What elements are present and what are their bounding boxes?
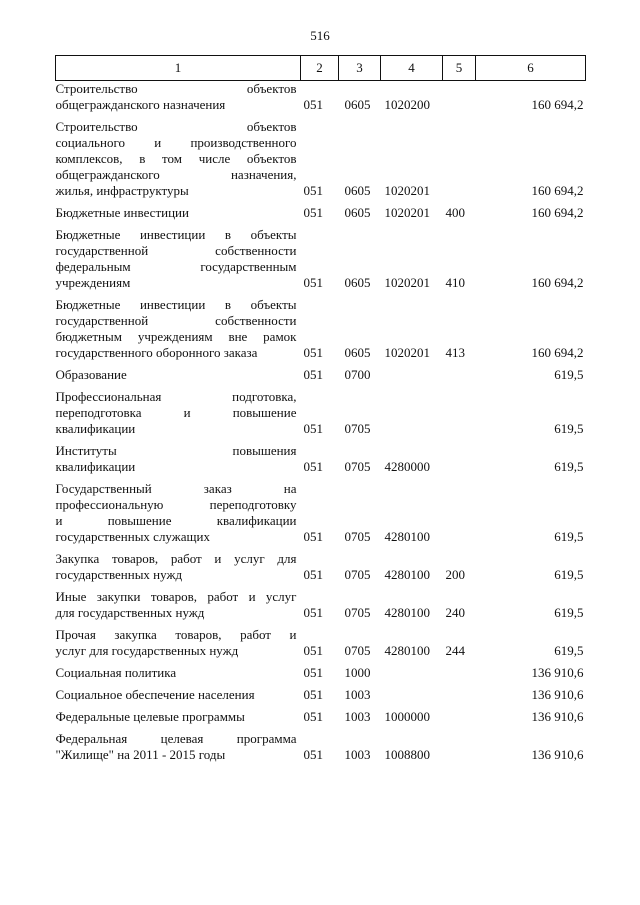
row-code-target: 4280100: [384, 529, 430, 544]
table-row: [56, 481, 586, 551]
row-code-target: [381, 665, 443, 687]
row-name-line: для государственных нужд: [55, 605, 205, 620]
row-code-target: 1020201: [384, 205, 430, 220]
row-name-line: социального и производственного: [55, 135, 297, 150]
row-code-target: [381, 389, 443, 443]
row-name-line: бюджетным учреждениям вне рамок: [55, 329, 297, 344]
row-name-line: Бюджетные инвестиции в объекты: [55, 227, 297, 242]
row-name-line: Профессиональная подготовка,: [55, 389, 297, 404]
row-name: [56, 709, 301, 731]
row-name-line: государственной собственности: [55, 313, 297, 328]
row-code-target: 4280100: [384, 567, 430, 582]
row-code-subsection: 0605: [344, 205, 371, 220]
row-code-section: 051: [303, 367, 323, 382]
row-name-line: Бюджетные инвестиции в объекты: [55, 297, 297, 312]
row-code-subsection: 0705: [344, 529, 371, 544]
row-code-expense-type: [443, 367, 476, 389]
row-code-section: 051: [303, 747, 323, 762]
row-code-target: [381, 687, 443, 709]
row-code-expense-type: 413: [445, 345, 465, 360]
row-code-expense-type: 244: [445, 643, 465, 658]
row-name-line: комплексов, в том числе объектов: [55, 151, 297, 166]
row-name-line: Федеральные целевые программы: [55, 709, 245, 724]
row-code-subsection: 0605: [344, 275, 371, 290]
table-row: [56, 731, 586, 769]
row-code-expense-type: [443, 709, 476, 731]
row-code-section: 051: [303, 345, 323, 360]
row-name: [56, 205, 301, 227]
row-code-target: 1020201: [384, 345, 430, 360]
row-code-target: 1020200: [384, 97, 430, 112]
row-amount: 160 694,2: [531, 205, 584, 220]
row-amount: 619,5: [554, 643, 584, 658]
row-code-expense-type: [443, 389, 476, 443]
row-amount: 619,5: [554, 459, 584, 474]
row-code-subsection: 1003: [344, 709, 371, 724]
row-code-section: 051: [303, 205, 323, 220]
row-code-subsection: 0705: [344, 567, 371, 582]
row-amount: 619,5: [554, 567, 584, 582]
row-name: [56, 731, 301, 769]
row-name-line: Строительство объектов: [55, 119, 297, 134]
header-col-1: 1: [56, 56, 301, 81]
row-code-subsection: 0605: [344, 345, 371, 360]
row-name: [56, 481, 301, 551]
row-amount: 136 910,6: [531, 709, 584, 724]
table-row: [56, 627, 586, 665]
row-name-line: государственного оборонного заказа: [55, 345, 258, 360]
header-col-2: 2: [301, 56, 339, 81]
row-name-line: Социальное обеспечение населения: [55, 687, 255, 702]
table-row: [56, 551, 586, 589]
table-row: [56, 709, 586, 731]
row-name-line: услуг для государственных нужд: [55, 643, 239, 658]
row-name-line: Закупка товаров, работ и услуг для: [55, 551, 297, 566]
row-amount: 619,5: [554, 605, 584, 620]
row-name-line: квалификации: [55, 459, 136, 474]
row-amount: 160 694,2: [531, 345, 584, 360]
row-code-expense-type: [443, 119, 476, 205]
row-name: [56, 227, 301, 297]
table-row: [56, 205, 586, 227]
row-code-section: 051: [303, 421, 323, 436]
row-name-line: жилья, инфраструктуры: [55, 183, 189, 198]
table-row: [56, 687, 586, 709]
row-code-section: 051: [303, 605, 323, 620]
header-col-5: 5: [443, 56, 476, 81]
row-code-subsection: 0705: [344, 421, 371, 436]
row-code-target: 1020201: [384, 183, 430, 198]
row-name-line: Социальная политика: [55, 665, 177, 680]
row-code-expense-type: 400: [445, 205, 465, 220]
row-code-section: 051: [303, 643, 323, 658]
row-name: [56, 389, 301, 443]
row-amount: 160 694,2: [531, 183, 584, 198]
table-row: [56, 367, 586, 389]
row-name: [56, 687, 301, 709]
row-name-line: государственной собственности: [55, 243, 297, 258]
row-code-section: 051: [303, 709, 323, 724]
row-code-subsection: 0700: [344, 367, 371, 382]
row-name-line: общегражданского назначения,: [55, 167, 297, 182]
row-code-subsection: 1000: [344, 665, 371, 680]
row-name-line: Строительство объектов: [55, 81, 297, 96]
row-code-subsection: 0705: [344, 605, 371, 620]
row-amount: 136 910,6: [531, 687, 584, 702]
row-code-expense-type: 410: [445, 275, 465, 290]
row-code-expense-type: [443, 481, 476, 551]
budget-table: [55, 55, 586, 769]
row-code-target: 4280000: [384, 459, 430, 474]
row-amount: 136 910,6: [531, 747, 584, 762]
row-name-line: Институты повышения: [55, 443, 297, 458]
row-name: [56, 589, 301, 627]
row-code-section: 051: [303, 687, 323, 702]
row-amount: 619,5: [554, 421, 584, 436]
row-code-subsection: 0705: [344, 643, 371, 658]
row-name: [56, 119, 301, 205]
row-name-line: Прочая закупка товаров, работ и: [55, 627, 297, 642]
row-name: [56, 367, 301, 389]
table-row: [56, 297, 586, 367]
row-code-expense-type: [443, 81, 476, 120]
row-name-line: Бюджетные инвестиции: [55, 205, 189, 220]
row-amount: 619,5: [554, 367, 584, 382]
row-name-line: Образование: [55, 367, 127, 382]
row-code-section: 051: [303, 529, 323, 544]
row-name-line: и повышение квалификации: [55, 513, 297, 528]
row-code-expense-type: 200: [445, 567, 465, 582]
row-code-target: 4280100: [384, 643, 430, 658]
row-name: [56, 551, 301, 589]
row-code-target: 1020201: [384, 275, 430, 290]
row-code-subsection: 0605: [344, 97, 371, 112]
row-code-section: 051: [303, 459, 323, 474]
row-code-expense-type: 240: [445, 605, 465, 620]
table-header-row: [56, 56, 586, 81]
table-body: [56, 81, 586, 770]
row-name-line: Иные закупки товаров, работ и услуг: [55, 589, 297, 604]
row-name-line: Федеральная целевая программа: [55, 731, 297, 746]
row-amount: 160 694,2: [531, 275, 584, 290]
row-code-subsection: 0705: [344, 459, 371, 474]
header-col-4: 4: [381, 56, 443, 81]
row-code-target: 4280100: [384, 605, 430, 620]
row-code-section: 051: [303, 665, 323, 680]
row-name-line: федеральным государственным: [55, 259, 297, 274]
table-row: [56, 443, 586, 481]
row-name-line: "Жилище" на 2011 - 2015 годы: [55, 747, 226, 762]
row-code-subsection: 1003: [344, 687, 371, 702]
table-row: [56, 119, 586, 205]
row-code-subsection: 1003: [344, 747, 371, 762]
row-code-expense-type: [443, 443, 476, 481]
row-code-section: 051: [303, 97, 323, 112]
row-code-target: 1008800: [384, 747, 430, 762]
row-name-line: учреждениям: [55, 275, 131, 290]
header-col-6: 6: [476, 56, 586, 81]
header-col-3: 3: [339, 56, 381, 81]
row-amount: 136 910,6: [531, 665, 584, 680]
row-code-expense-type: [443, 665, 476, 687]
row-code-section: 051: [303, 183, 323, 198]
row-code-target: 1000000: [384, 709, 430, 724]
row-code-target: [381, 367, 443, 389]
row-name: [56, 297, 301, 367]
table-row: [56, 227, 586, 297]
row-name: [56, 665, 301, 687]
row-name-line: квалификации: [55, 421, 136, 436]
row-code-section: 051: [303, 275, 323, 290]
row-name: [56, 627, 301, 665]
row-name-line: государственных служащих: [55, 529, 210, 544]
table-row: [56, 665, 586, 687]
row-name: [56, 81, 301, 120]
row-name-line: профессиональную переподготовку: [55, 497, 297, 512]
table-row: [56, 81, 586, 120]
page-number: 516: [310, 28, 330, 43]
row-code-section: 051: [303, 567, 323, 582]
row-name-line: переподготовка и повышение: [55, 405, 297, 420]
row-name-line: государственных нужд: [55, 567, 183, 582]
row-code-expense-type: [443, 687, 476, 709]
row-code-expense-type: [443, 731, 476, 769]
row-name-line: общегражданского назначения: [55, 97, 226, 112]
row-name-line: Государственный заказ на: [55, 481, 297, 496]
table-row: [56, 589, 586, 627]
row-name: [56, 443, 301, 481]
table-row: [56, 389, 586, 443]
row-amount: 619,5: [554, 529, 584, 544]
row-code-subsection: 0605: [344, 183, 371, 198]
row-amount: 160 694,2: [531, 97, 584, 112]
